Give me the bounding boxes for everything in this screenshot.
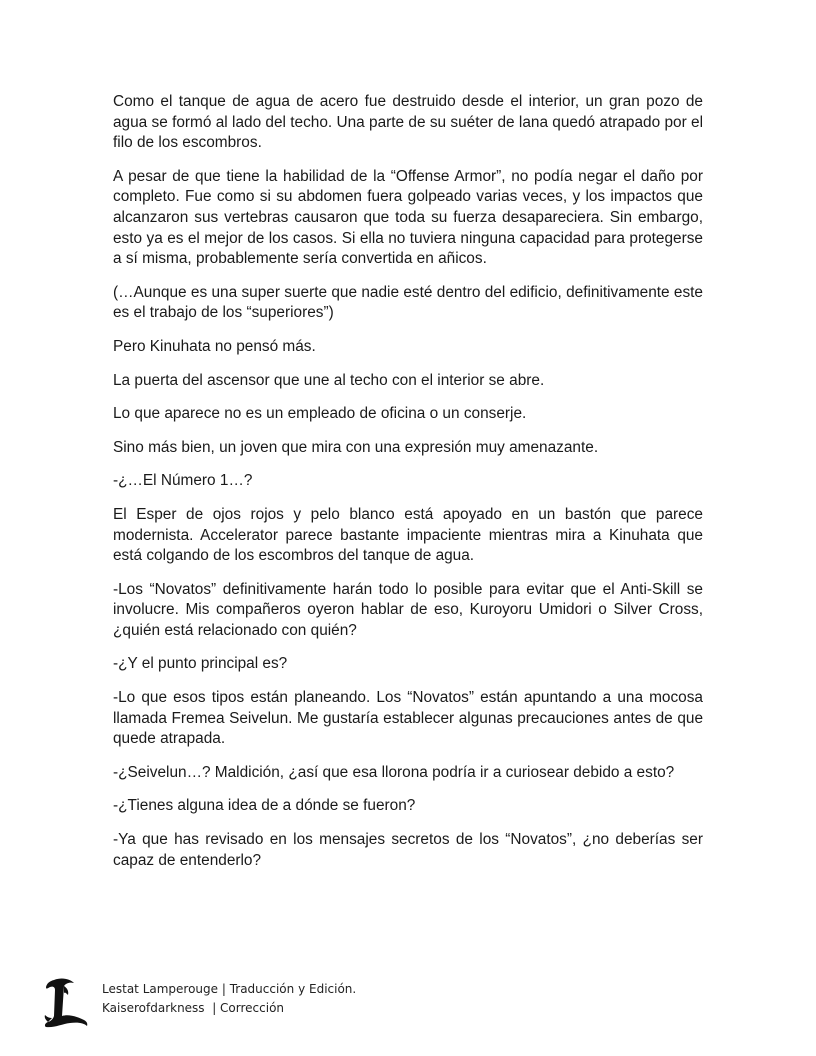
paragraph: -¿Seivelun…? Maldición, ¿así que esa llorona podría ir a curiosear debido a esto?	[113, 763, 675, 781]
paragraph: A pesar de que tiene la habilidad de la “Offense Armor”, no podía negar el daño por completo. Fue como si su abdomen fuera golpeado varias veces, y los impactos que alcanzaron sus vertebras causaron que toda su fuerza desapareciera. Sin embargo, esto ya es el mejor de los casos. Si ella no tuviera ninguna capacidad para protegerse a sí misma, probablemente sería convertida en añicos.	[113, 167, 703, 268]
credit-translation: Lestat Lamperouge | Traducción y Edición.	[102, 982, 357, 996]
gothic-letter-l-logo-icon	[40, 976, 90, 1030]
paragraph: -¿Tienes alguna idea de a dónde se fueron?	[113, 797, 416, 815]
paragraph: Lo que aparece no es un empleado de oficina o un conserje.	[113, 405, 527, 423]
paragraph: -Ya que has revisado en los mensajes secretos de los “Novatos”, ¿no deberías ser capaz de entenderlo?	[113, 831, 703, 869]
paragraph: El Esper de ojos rojos y pelo blanco está apoyado en un bastón que parece modernista. Accelerator parece bastante impaciente mientras mira a Kinuhata que está colgando de los escombros del tanque de agua.	[113, 505, 703, 565]
paragraph: La puerta del ascensor que une al techo con el interior se abre.	[113, 371, 545, 389]
paragraph: -¿Y el punto principal es?	[113, 655, 288, 673]
paragraph: -¿…El Número 1…?	[113, 472, 253, 490]
credits	[102, 980, 356, 1018]
paragraph: -Lo que esos tipos están planeando. Los “Novatos” están apuntando a una mocosa llamada Fremea Seivelun. Me gustaría establecer algunas precauciones antes de que quede atrapada.	[113, 689, 703, 748]
paragraph: Como el tanque de agua de acero fue destruido desde el interior, un gran pozo de agua se formó al lado del techo. Una parte de su suéter de lana quedó atrapado por el filo de los escombros.	[113, 93, 703, 152]
credit-correction: Kaiserofdarkness | Corrección	[102, 1001, 285, 1015]
page-footer	[40, 976, 540, 1036]
paragraph: (…Aunque es una super suerte que nadie esté dentro del edificio, definitivamente este es el trabajo de los “superiores”)	[113, 283, 703, 322]
document-body	[113, 92, 703, 884]
paragraph: Pero Kinuhata no pensó más.	[113, 337, 316, 355]
paragraph: Sino más bien, un joven que mira con una expresión muy amenazante.	[113, 438, 599, 456]
paragraph: -Los “Novatos” definitivamente harán todo lo posible para evitar que el Anti-Skill se involucre. Mis compañeros oyeron hablar de eso, Kuroyoru Umidori o Silver Cross, ¿quién está relacionado con quién?	[113, 580, 703, 639]
